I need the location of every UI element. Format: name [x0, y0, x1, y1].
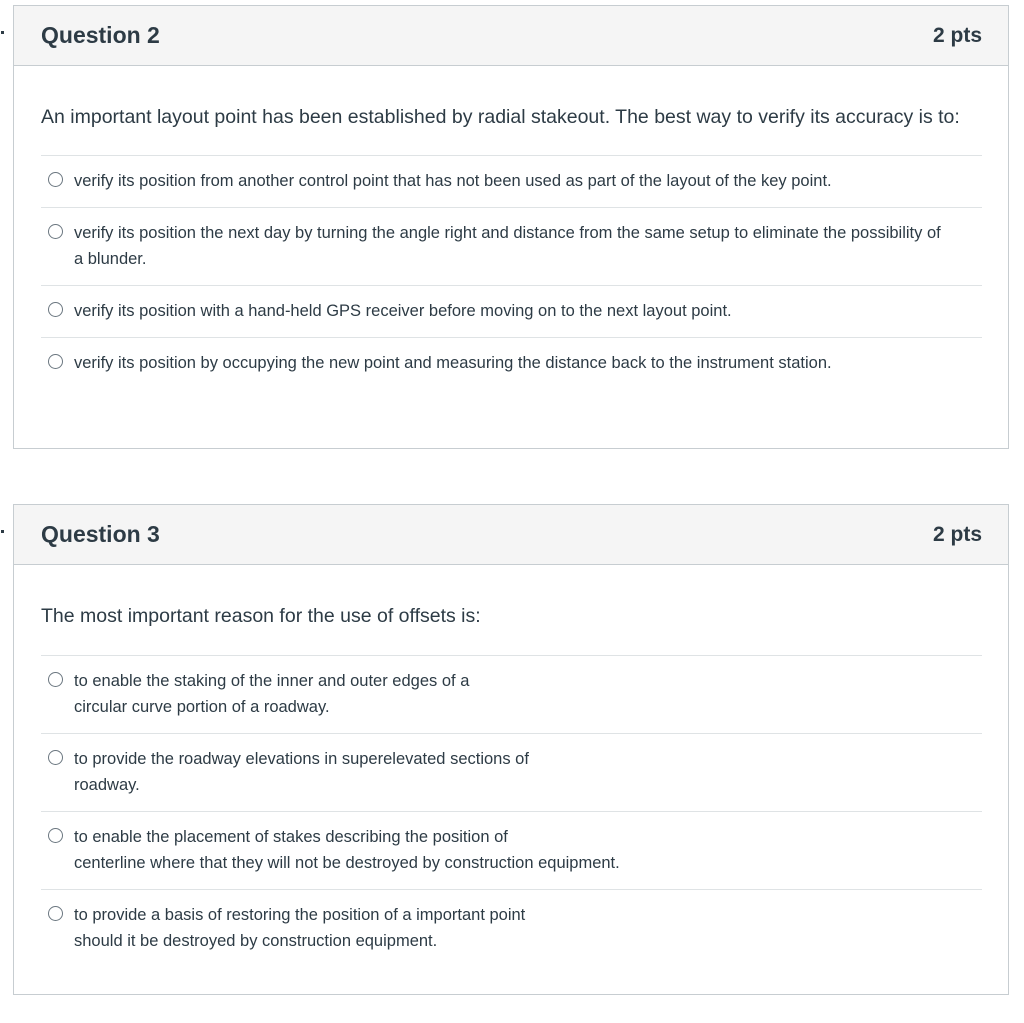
question-points: 2 pts [932, 522, 982, 546]
radio-button[interactable] [48, 750, 63, 765]
question-body [14, 66, 1008, 389]
question-header [14, 6, 1008, 66]
radio-button[interactable] [48, 224, 63, 239]
answer-line: centerline where that they will not be destroyed by construction equipment. [74, 854, 620, 872]
radio-button[interactable] [48, 828, 63, 843]
answer-label: verify its position with a hand-held GPS receiver before moving on to the next layout point. [74, 302, 732, 320]
answer-option[interactable] [41, 656, 982, 734]
answer-label [74, 902, 525, 954]
radio-button[interactable] [48, 906, 63, 921]
answer-option[interactable] [41, 156, 982, 208]
question-title: Question 2 [41, 22, 160, 48]
answer-label [74, 746, 529, 798]
radio-button[interactable] [48, 302, 63, 317]
answer-option[interactable] [41, 208, 982, 286]
radio-button[interactable] [48, 354, 63, 369]
answer-label: verify its position by occupying the new point and measuring the distance back to the instrument station. [74, 354, 832, 372]
answer-line: to enable the staking of the inner and outer edges of a [74, 672, 470, 690]
answer-label [74, 668, 469, 720]
answer-option[interactable] [41, 338, 982, 389]
question-header [14, 505, 1008, 565]
answer-line: circular curve portion of a roadway. [74, 698, 330, 716]
answer-label: verify its position from another control point that has not been used as part of the layout of the key point. [74, 172, 832, 190]
answer-option[interactable] [41, 890, 982, 967]
answer-line: to enable the placement of stakes describing the position of [74, 828, 508, 846]
question-card-2 [13, 5, 1009, 449]
answer-label [74, 824, 620, 876]
question-text: The most important reason for the use of offsets is: [41, 605, 481, 627]
answer-option[interactable] [41, 812, 982, 890]
radio-button[interactable] [48, 172, 63, 187]
question-marker [1, 530, 4, 533]
answer-label: verify its position the next day by turning the angle right and distance from the same setup to eliminate the possibility of a blunder. [74, 224, 941, 268]
question-title: Question 3 [41, 521, 160, 547]
answer-option[interactable] [41, 286, 982, 338]
answer-line: to provide the roadway elevations in superelevated sections of [74, 750, 529, 768]
question-body [14, 565, 1008, 967]
answer-list [41, 655, 982, 967]
question-text: An important layout point has been established by radial stakeout. The best way to verify its accuracy is to: [41, 106, 960, 128]
answer-list [41, 155, 982, 389]
answer-line: roadway. [74, 776, 140, 794]
answer-option[interactable] [41, 734, 982, 812]
radio-button[interactable] [48, 672, 63, 687]
answer-line: should it be destroyed by construction equipment. [74, 932, 438, 950]
answer-line: to provide a basis of restoring the position of a important point [74, 906, 526, 924]
question-card-3 [13, 504, 1009, 995]
question-points: 2 pts [932, 23, 982, 47]
question-marker [1, 31, 4, 34]
